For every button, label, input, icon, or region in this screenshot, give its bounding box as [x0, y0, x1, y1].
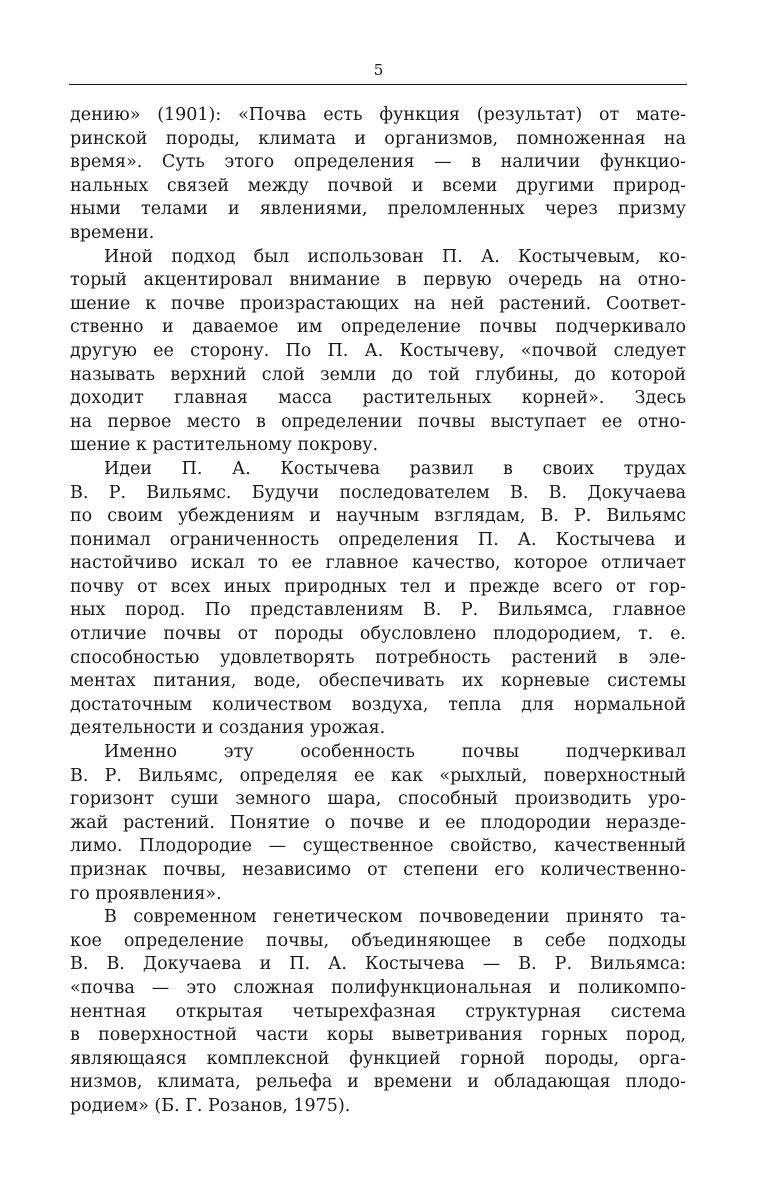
text-line: В. Р. Вильямс, определяя ее как «рыхлый, поверхностный: [70, 765, 686, 786]
text-line: Именно эту особенность почвы подчеркивал: [104, 742, 686, 763]
text-line: ных пород. По представлениям В. Р. Вильямса, главное: [70, 600, 686, 621]
text-line: способностью удовлетворять потребность растений в эле-: [70, 647, 686, 668]
text-line: доходит главная масса растительных корней». Здесь: [70, 388, 686, 409]
text-line: ментах питания, воде, обеспечивать их корневые системы: [70, 671, 686, 692]
text-line: горизонт суши земного шара, способный производить уро-: [70, 789, 686, 810]
text-line: дению» (1901): «Почва есть функция (результат) от мате-: [70, 105, 686, 125]
text-line: достаточным количеством воздуха, тепла для нормальной: [70, 694, 686, 715]
text-line: признак почвы, независимо от степени его количественно-: [70, 860, 686, 880]
paragraph-4: [70, 741, 686, 906]
text-line: шение к почве произрастающих на ней растений. Соответ-: [70, 293, 686, 314]
text-line: ными телами и явлениями, преломленных через призму: [70, 199, 686, 220]
text-line: «почва — это сложная полифункциональная и поликомпо-: [70, 977, 686, 998]
text-line: низмов, климата, рельефа и времени и обладающая плодо-: [70, 1072, 686, 1093]
text-line: ственно и даваемое им определение почвы подчеркивало: [70, 317, 686, 338]
text-line: Идеи П. А. Костычева развил в своих трудах: [104, 458, 686, 479]
text-line: В. В. Докучаева и П. А. Костычева — В. Р. Вильямса:: [70, 954, 686, 975]
paragraph-5: [70, 906, 686, 1118]
paragraph-3: [70, 458, 686, 741]
text-line: время». Суть этого определения — в наличии функцио-: [70, 152, 686, 173]
text-line: ринской породы, климата и организмов, помноженная на: [70, 128, 686, 149]
text-line: В современном генетическом почвоведении принято та-: [104, 907, 686, 928]
text-line: шение к растительному покрову.: [70, 435, 379, 456]
text-line: торый акцентировал внимание в первую очередь на отно-: [70, 270, 686, 291]
text-line: родием» (Б. Г. Розанов, 1975).: [70, 1095, 351, 1116]
text-line: отличие почвы от породы обусловлено плодородием, т. е.: [70, 624, 686, 645]
paragraph-1: [70, 104, 686, 246]
text-line: другую ее сторону. По П. А. Костычеву, «почвой следует: [70, 340, 686, 361]
text-line: почву от всех иных природных тел и прежде всего от гор-: [70, 576, 686, 597]
text-line: настойчиво искал то ее главное качество, которое отличает: [70, 553, 686, 574]
text-line: нентная открытая четырехфазная структурная система: [70, 1001, 686, 1022]
text-line: по своим убеждениям и научным взглядам, В. Р. Вильямс: [70, 506, 686, 527]
text-line: понимал ограниченность определения П. А. Костычева и: [70, 529, 686, 550]
page-number: 5: [373, 61, 384, 79]
paragraph-2: [70, 246, 686, 458]
text-line: времени.: [70, 222, 155, 243]
text-line: Иной подход был использован П. А. Костычевым, ко-: [104, 246, 686, 267]
text-line: нальных связей между почвой и всеми другими природ-: [70, 175, 686, 196]
text-line: деятельности и создания урожая.: [70, 718, 386, 739]
text-line: в поверхностной части коры выветривания горных пород,: [70, 1025, 686, 1046]
text-line: жай растений. Понятие о почве и ее плодородии нераздe-: [70, 812, 686, 833]
text-line: кое определение почвы, объединяющее в себе подходы: [70, 930, 686, 951]
text-line: являющаяся комплексной функцией горной породы, орга-: [70, 1048, 686, 1069]
text-line: называть верхний слой земли до той глубины, до которой: [70, 364, 686, 385]
text-line: на первое место в определении почвы выступает ее отно-: [70, 411, 686, 432]
text-line: лимо. Плодородие — существенное свойство, качественный: [70, 836, 686, 857]
text-line: го проявления».: [70, 883, 222, 904]
body-text: [70, 104, 686, 1119]
text-line: В. Р. Вильямс. Будучи последователем В. В. Докучаева: [70, 482, 686, 503]
header-rule: [69, 84, 687, 85]
